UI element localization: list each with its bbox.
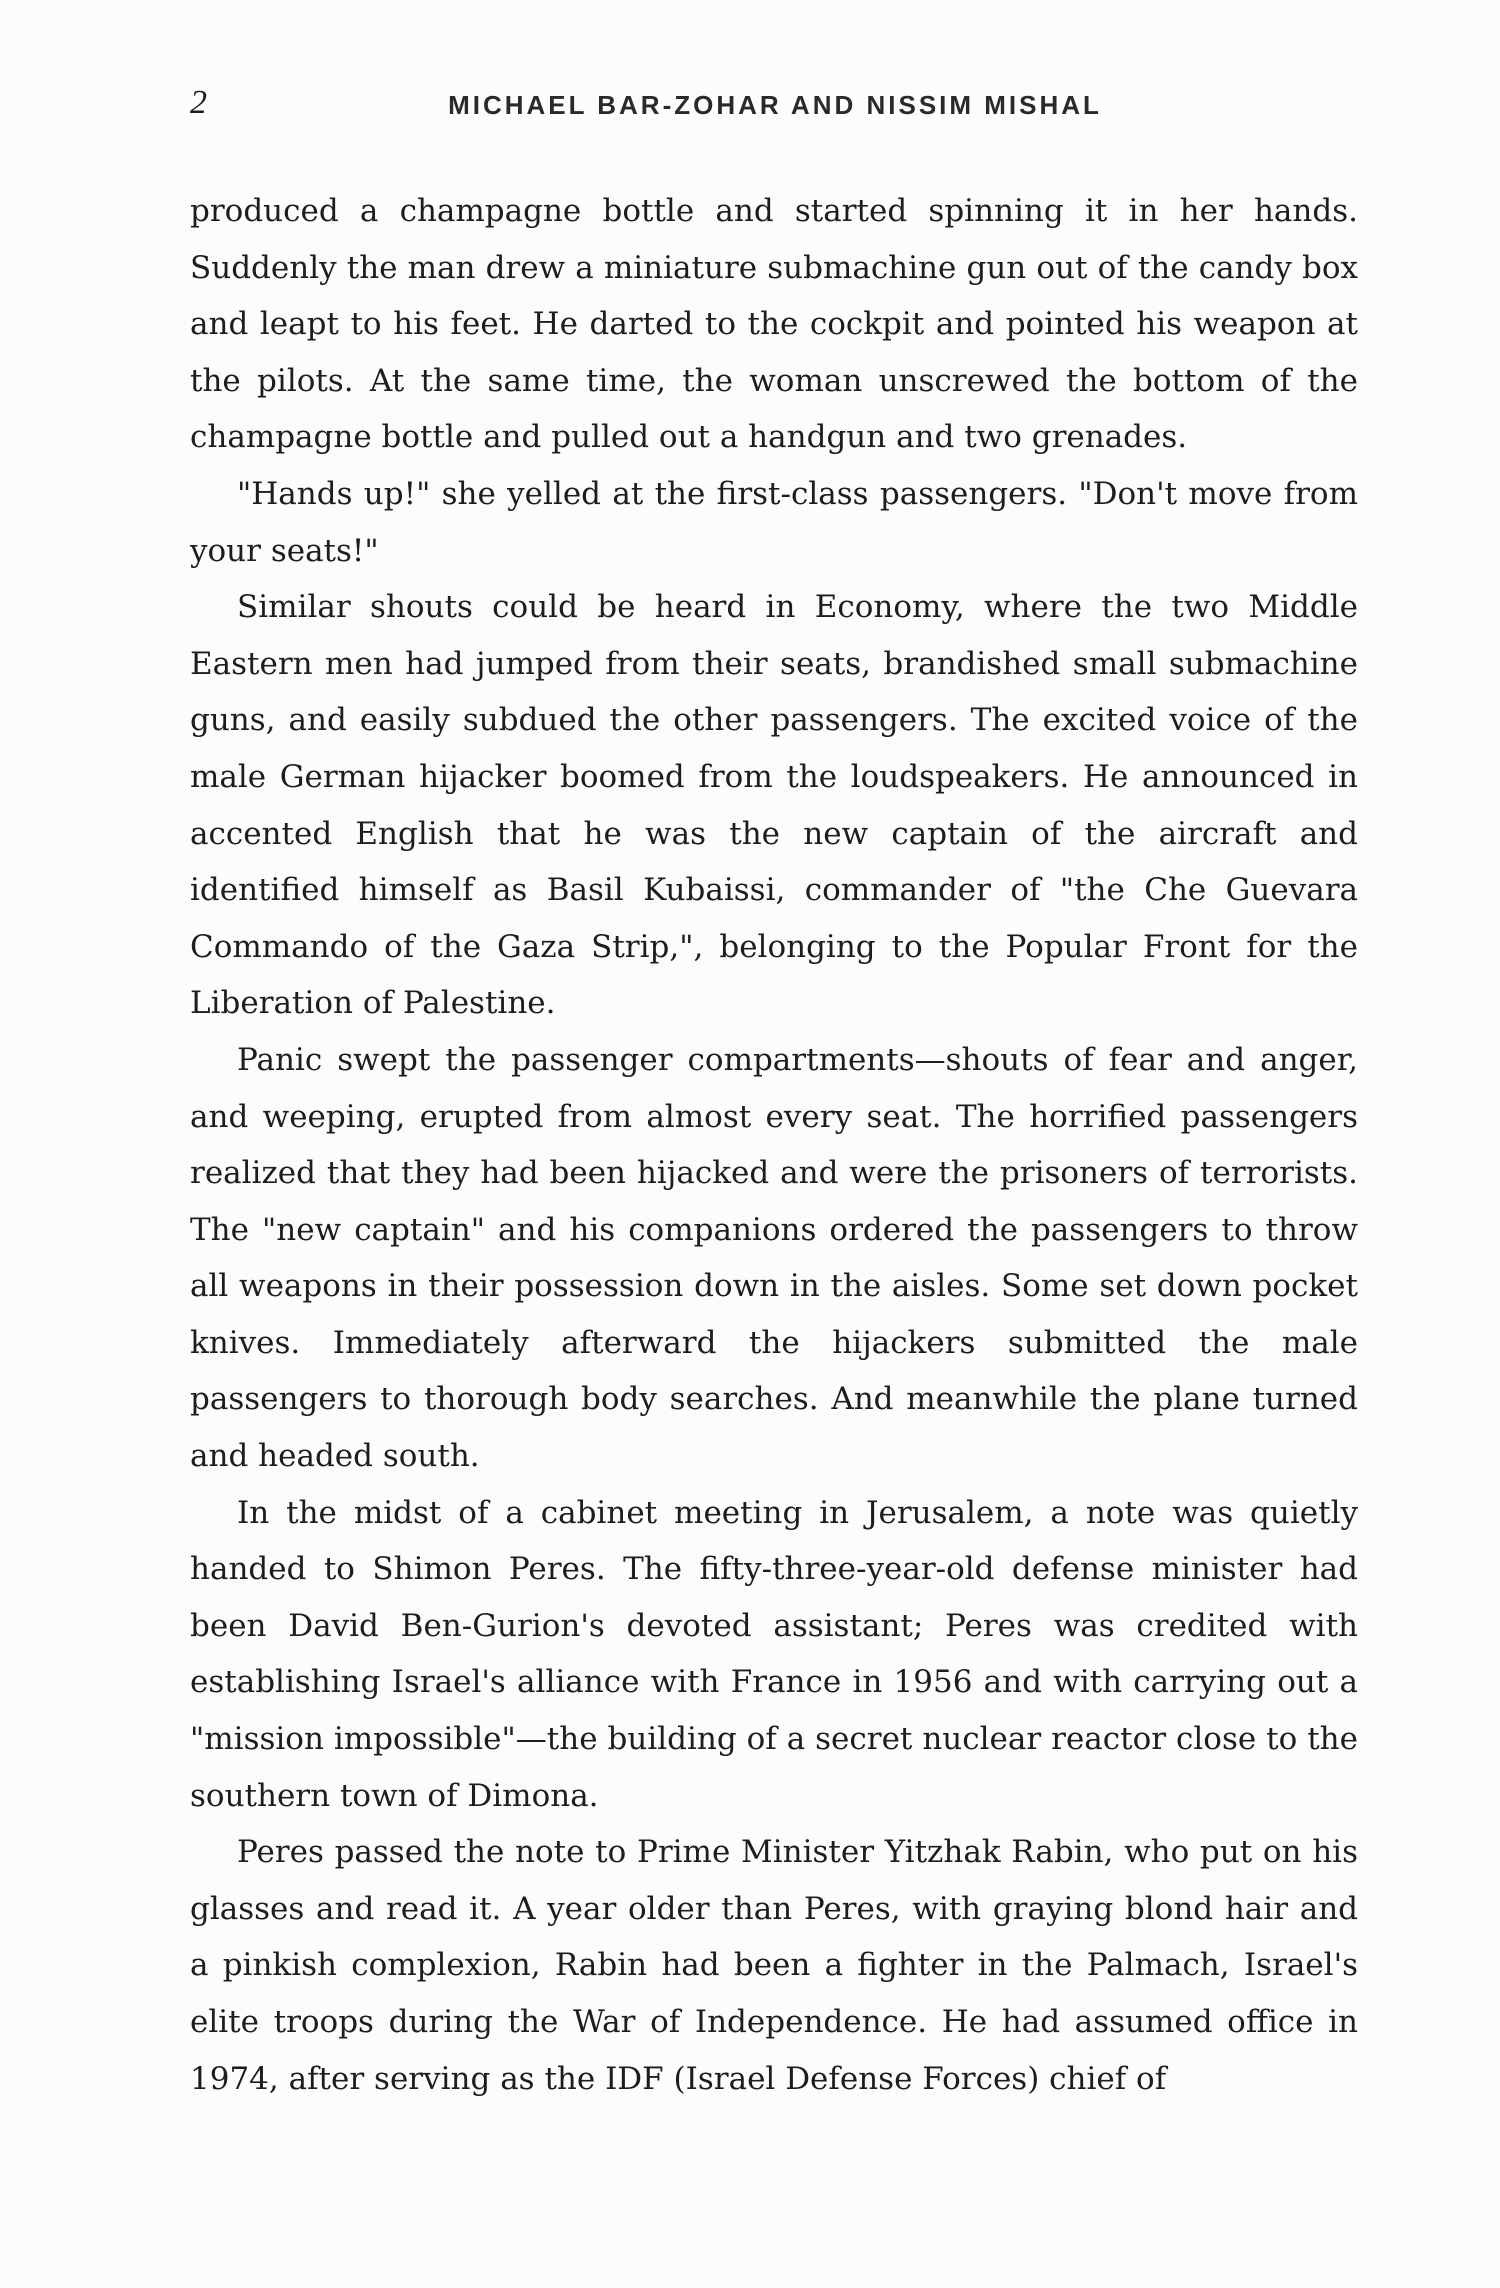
paragraph: In the midst of a cabinet meeting in Jerusalem, a note was quietly handed to Shimon Peres. The fifty-three-year-old defense minister had been David Ben-Gurion's devoted assistant; Peres was credited with establishing Israel's alliance with France in 1956 and with carrying out a "mission impossible"—the building of a secret nuclear reactor close to the southern town of Dimona. xyxy=(190,1494,1358,1814)
body-text xyxy=(190,183,1358,2107)
paragraph: produced a champagne bottle and started spinning it in her hands. Suddenly the man drew a miniature submachine gun out of the candy box and leapt to his feet. He darted to the cockpit and pointed his weapon at the pilots. At the same time, the woman unscrewed the bottom of the champagne bottle and pulled out a handgun and two grenades. xyxy=(190,193,1358,456)
running-title: MICHAEL BAR-ZOHAR AND NISSIM MISHAL xyxy=(448,90,1102,120)
paragraph: Similar shouts could be heard in Economy, where the two Middle Eastern men had jumped from their seats, brandished small submachine guns, and easily subdued the other passengers. The excited voice of the male German hijacker boomed from the loudspeakers. He announced in accented English that he was the new captain of the aircraft and identified himself as Basil Kubaissi, commander of "the Che Guevara Commando of the Gaza Strip,", belonging to the Popular Front for the Liberation of Palestine. xyxy=(190,589,1358,1022)
paragraph: Panic swept the passenger compartments—shouts of fear and anger, and weeping, erupted from almost every seat. The horrified passengers realized that they had been hijacked and were the prisoners of terrorists. The "new captain" and his companions ordered the passengers to throw all weapons in their possession down in the aisles. Some set down pocket knives. Immediately afterward the hijackers submitted the male passengers to thorough body searches. And meanwhile the plane turned and headed south. xyxy=(190,1041,1358,1475)
paragraph: Peres passed the note to Prime Minister Yitzhak Rabin, who put on his glasses and read it. A year older than Peres, with graying blond hair and a pinkish complexion, Rabin had been a fighter in the Palmach, Israel's elite troops during the War of Independence. He had assumed office in 1974, after serving as the IDF (Israel Defense Forces) chief of xyxy=(190,1834,1358,2097)
paragraph: "Hands up!" she yelled at the first-class passengers. "Don't move from your seats!" xyxy=(190,475,1358,569)
running-head xyxy=(190,84,1360,134)
page-number: 2 xyxy=(190,84,208,121)
